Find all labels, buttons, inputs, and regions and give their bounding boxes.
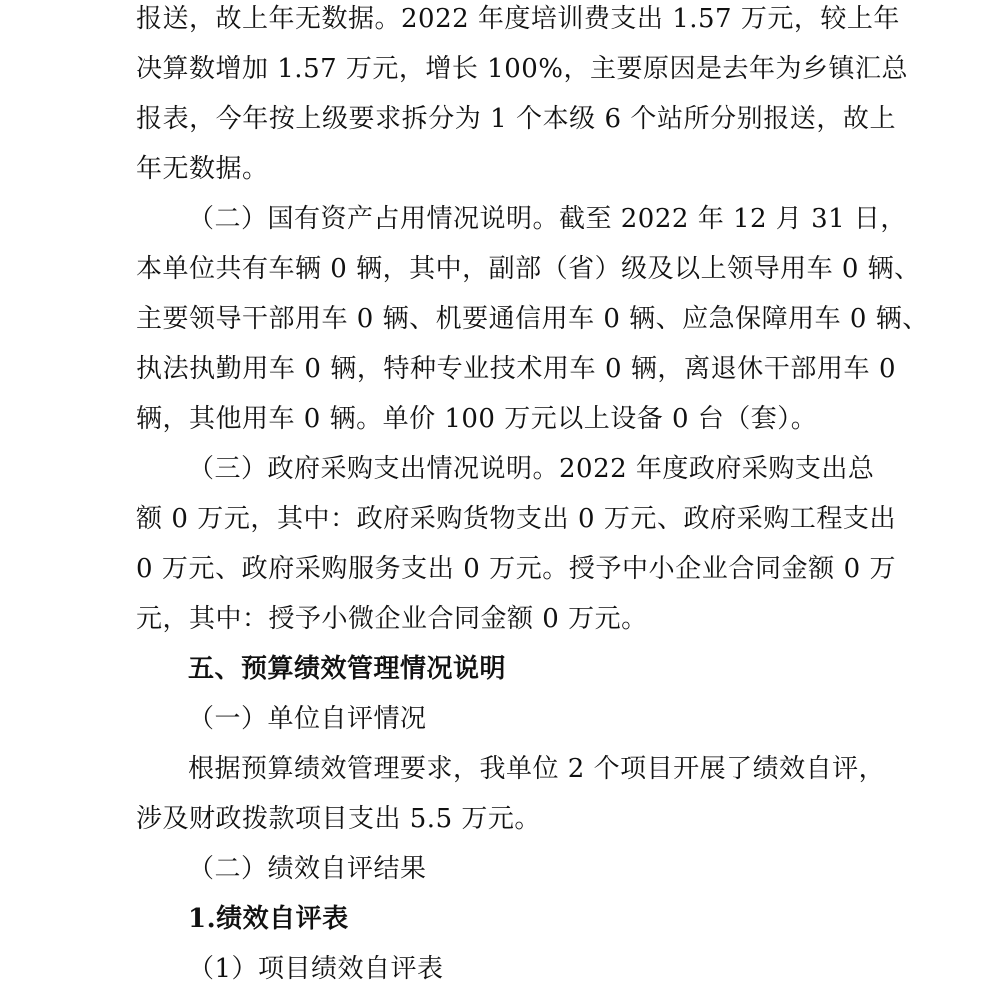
item-heading-project-table: （1）项目绩效自评表 — [188, 954, 444, 984]
text-line: 报表，今年按上级要求拆分为 1 个本级 6 个站所分别报送，故上 — [136, 104, 896, 134]
subsection-heading-results: （二）绩效自评结果 — [188, 854, 427, 884]
text-line: 元，其中：授予小微企业合同金额 0 万元。 — [136, 604, 648, 634]
text-line: 年无数据。 — [136, 154, 269, 184]
section-heading-procurement: （三）政府采购支出情况说明。2022 年度政府采购支出总 — [188, 454, 875, 484]
text-line: 主要领导干部用车 0 辆、机要通信用车 0 辆、应急保障用车 0 辆、 — [136, 304, 929, 334]
text-line: 辆，其他用车 0 辆。单价 100 万元以上设备 0 台（套）。 — [136, 404, 818, 434]
text-line: 额 0 万元，其中：政府采购货物支出 0 万元、政府采购工程支出 — [136, 504, 896, 534]
section-heading-assets: （二）国有资产占用情况说明。截至 2022 年 12 月 31 日， — [188, 204, 907, 234]
text-line: 报送，故上年无数据。2022 年度培训费支出 1.57 万元，较上年 — [136, 4, 900, 34]
text-line: 涉及财政拨款项目支出 5.5 万元。 — [136, 804, 541, 834]
subsection-heading-self-evaluation: （一）单位自评情况 — [188, 704, 427, 734]
text-line: 0 万元、政府采购服务支出 0 万元。授予中小企业合同金额 0 万 — [136, 554, 896, 584]
section-heading-five: 五、预算绩效管理情况说明 — [188, 654, 507, 684]
item-heading-self-evaluation-table: 1.绩效自评表 — [188, 904, 349, 934]
text-line: 执法执勤用车 0 辆，特种专业技术用车 0 辆，离退休干部用车 0 — [136, 354, 896, 384]
text-line: 决算数增加 1.57 万元，增长 100%，主要原因是去年为乡镇汇总 — [136, 54, 909, 84]
text-line: 本单位共有车辆 0 辆，其中，副部（省）级及以上领导用车 0 辆、 — [136, 254, 921, 284]
text-line: 根据预算绩效管理要求，我单位 2 个项目开展了绩效自评， — [188, 754, 886, 784]
